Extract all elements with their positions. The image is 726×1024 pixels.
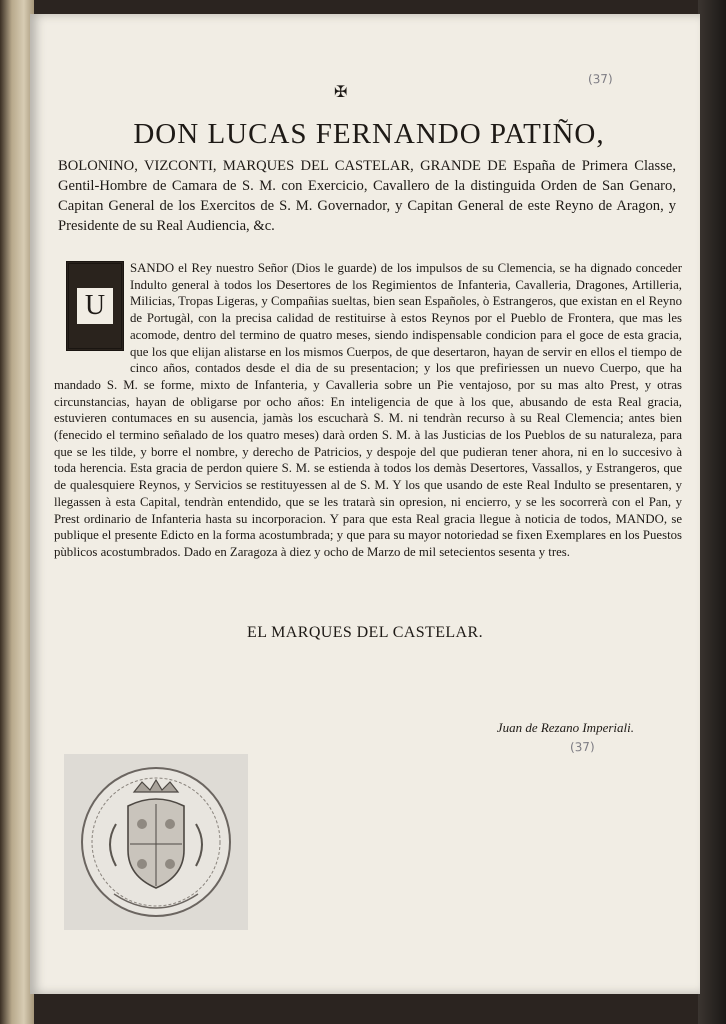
cross-ornament: ✠ — [334, 82, 348, 101]
edict-body-block — [54, 260, 682, 561]
coat-of-arms-seal — [64, 754, 248, 930]
document-page — [30, 14, 700, 994]
edict-body-text: SANDO el Rey nuestro Señor (Dios le guarde) de los impulsos de su Clemencia, se ha dignado conceder Indulto general à todos los Desertores de los Regimientos de Infanteria, Cavalleria, Dragones, Artilleria, Milicias, Tropas Ligeras, y Compañias sueltas, bien sean Españoles, ò Estrangeros, que existan en el Reyno de Portugàl, con la precisa calidad de restituirse à estos Reynos por el Pueblo de Frontera, que mas les acomode, dentro del termino de quatro meses, siendo indispensable condicion para el goce de esta gracia, que los que elijan alistarse en los mismos Cuerpos, de que desertaron, hayan de servir en ellos el tiempo de cinco años, contados desde el dia de su presentacion; y los que prefiriessen un nuevo Cuerpo, que ha mandado S. M. se forme, mixto de Infanteria, y Cavalleria sobre un Pie ventajoso, por su mas alto Prest, y otras circunstancias, hayan de obligarse por ocho años: En inteligencia de que à los que, abusando de esta Real gracia, estuvieren contumaces en su ausencia, jamàs los escucharà S. M. ni tendràn recurso à su Real Clemencia; antes bien (fenecido el termino señalado de los quatro meses) darà orden S. M. à las Justicias de los Pueblos de su naturaleza, para que se les tilde, y borre el nombre, y derecho de Patricios, y despoje del que pudieran tener ahora, ni en lo succesivo à toda herencia. Esta gracia de perdon quiere S. M. se estienda à todos los demàs Desertores, Vassallos, y Estrangeros, que de qualesquiere Reynos, y Servicios se restituyessen al de S. M. Y los que usando de este Real Indulto se presentaren, y llegassen à esta Capital, tendràn entendido, que se les tratarà sin opresion, ni encierro, y se les socorrerà con el Pan, y Prest ordinario de Infanteria hasta su incorporacion. Y para que esta Real gracia llegue à noticia de todos, MANDO, se publique el presente Edicto en la forma acostumbrada; y que para su mayor notoriedad se fixen Exemplares en los Puestos pùblicos acostumbrados. Dado en Zaragoza à diez y ocho de Marzo de mil setecientos sesenta y tres. — [54, 261, 682, 559]
secretary-signature: Juan de Rezano Imperiali. — [496, 720, 634, 735]
book-spine — [0, 0, 34, 1024]
pencil-page-number-mid: (37) — [569, 739, 595, 755]
seal-area — [64, 754, 248, 930]
initial-letter: U — [77, 288, 113, 324]
signatory: EL MARQUES DEL CASTELAR. — [247, 624, 483, 641]
book-edge — [698, 0, 726, 1024]
edict-title: DON LUCAS FERNANDO PATIÑO, — [133, 118, 605, 150]
initial-spacer — [54, 260, 130, 368]
edict-subtitle: BOLONINO, VIZCONTI, MARQUES DEL CASTELAR, GRANDE DE España de Primera Classe, Gentil-Hombre de Camara de S. M. con Exercicio, Cavallero de la distinguida Orden de San Genaro, Capitan General de los Exercitos de S. M. Governador, y Capitan General de este Reyno de Aragon, y Presidente de su Real Audiencia, &c. — [58, 158, 676, 234]
pencil-page-number-top: (37) — [587, 71, 613, 87]
